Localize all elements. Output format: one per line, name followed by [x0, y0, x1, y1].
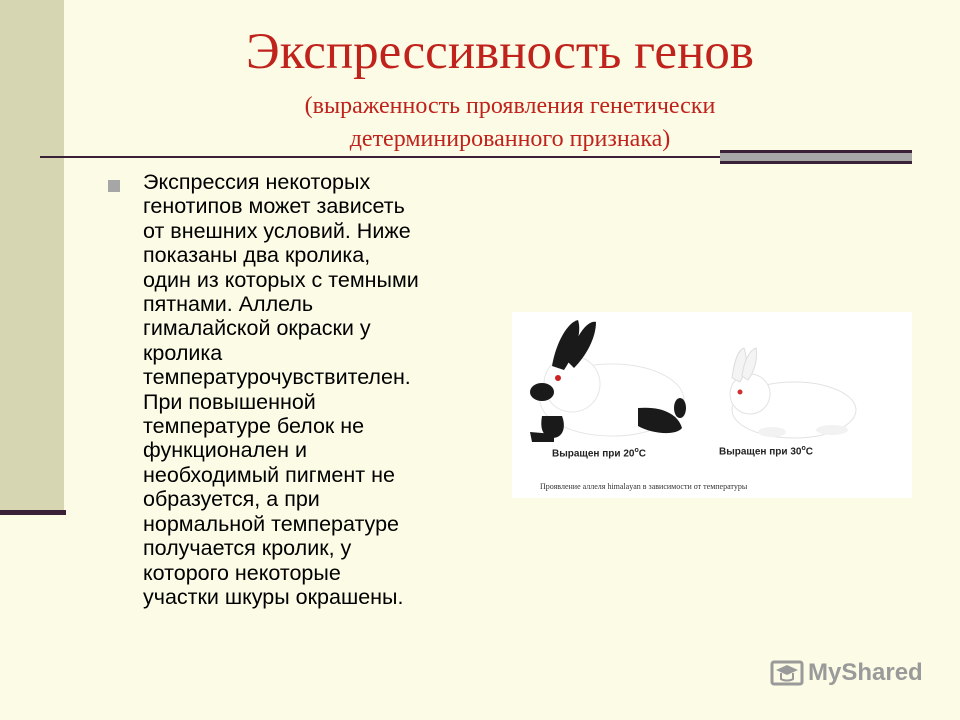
mortarboard-icon	[770, 656, 804, 690]
body-line: генотипов может зависеть	[143, 194, 405, 219]
body-line: кролика	[143, 340, 223, 365]
body-line: нормальной температуре	[143, 511, 399, 536]
body-line: получается кролик, у	[143, 536, 352, 561]
body-line: образуется, а при	[143, 487, 320, 512]
white-rabbit	[730, 348, 856, 438]
bullet-square-icon	[108, 180, 120, 192]
body-line: гималайской окраски у	[143, 316, 371, 341]
watermark-text: MyShared	[808, 659, 923, 686]
left-band-base-line	[0, 510, 66, 515]
himalayan-rabbit	[530, 320, 686, 442]
caption-20c: Выращен при 20$^o$C	[552, 447, 646, 460]
slide-subtitle	[120, 90, 900, 156]
body-line: один из которых с темными	[143, 267, 419, 292]
rabbits-illustration	[512, 312, 912, 498]
myshared-watermark	[770, 656, 923, 690]
body-line: функционален и	[143, 438, 307, 463]
rabbits-figure	[512, 312, 912, 498]
caption-30c: Выращен при 30$^o$C	[719, 445, 813, 458]
body-line: температуре белок не	[143, 414, 365, 439]
body-line: пятнами. Аллель	[143, 292, 314, 317]
body-line: показаны два кролика,	[143, 243, 371, 268]
body-paragraph	[143, 170, 499, 609]
body-line: необходимый пигмент не	[143, 462, 395, 487]
body-line: от внешних условий. Ниже	[143, 218, 411, 243]
body-line: При повышенной	[143, 389, 316, 414]
body-line: температурочувствителен.	[143, 365, 411, 390]
subtitle-line-1: (выраженность проявления генетически	[304, 93, 716, 119]
body-line: участки шкуры окрашены.	[143, 584, 404, 609]
subtitle-line-2: детерминированного признака)	[349, 126, 671, 152]
slide-title: Экспрессивность генов	[246, 24, 754, 80]
left-decor-band	[0, 0, 64, 512]
title-divider-accent-fill	[720, 153, 912, 161]
body-line: Экспрессия некоторых	[143, 170, 371, 194]
body-line: которого некоторые	[143, 560, 341, 585]
figure-caption: Проявление аллеля himalayan в зависимости от температуры	[540, 482, 748, 491]
